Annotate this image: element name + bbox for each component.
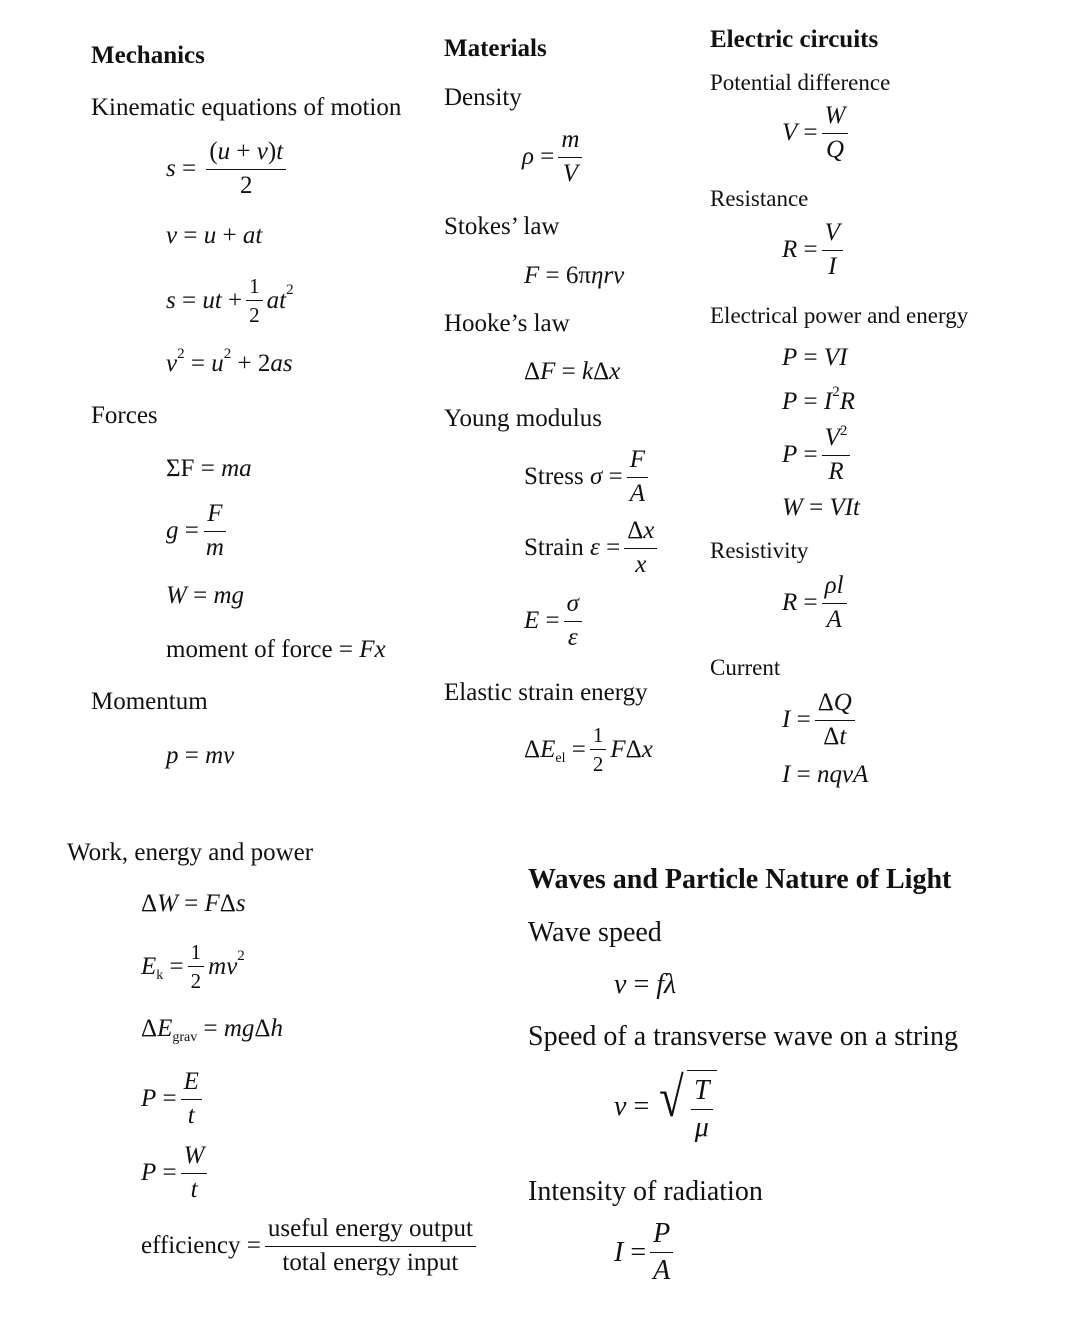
equation-young: E = $\frac{\sigma}{\varepsilon}$ [524,590,586,653]
current-label: Current [710,655,781,680]
equation-grav: Δ E grav = mg Δ h [141,1015,283,1045]
strain-text: Strain [524,534,584,562]
equation-p-et: P = $\frac{E}{t}$ [141,1068,206,1131]
hookes-label: Hooke’s law [444,310,570,337]
efficiency-numerator: useful energy output [265,1215,476,1247]
pd-label: Potential difference [710,70,891,95]
efficiency-denominator: total energy input [282,1248,459,1276]
equation-sum-f: ΣF = ma [166,455,252,482]
materials-heading: Materials [444,35,547,62]
equation-resistivity: R = $\frac{\rho l}{A}$ [782,572,851,635]
forces-label: Forces [91,402,158,429]
equation-p-wt: P = $\frac{W}{t}$ [141,1142,211,1205]
kinematic-label: Kinematic equations of motion [91,94,402,121]
efficiency-text: efficiency [141,1232,241,1260]
density-label: Density [444,84,522,111]
resistivity-label: Resistivity [710,538,809,563]
equation-work: Δ W = F Δ s [141,890,246,917]
equation-string-speed: v = √ $\frac{T}{\mu}$ [614,1070,717,1144]
equation-current: I = $\frac{\Delta Q}{\Delta t}$ [782,689,859,752]
intensity-label: Intensity of radiation [528,1176,763,1207]
equation-s-average: s = $\frac{(u + v)t}{2}$ [166,138,290,201]
equation-strain: Strain ε = $\frac{\Delta x}{x}$ [524,517,661,580]
equation-intensity: I = $\frac{P}{A}$ [614,1218,677,1287]
equation-v-squared: v 2 = u 2 + 2 as [166,345,293,377]
equation-wave-speed: v = fλ [614,969,677,1000]
equation-kinetic: E k = $\frac{1}{2}$ mv 2 [141,940,245,994]
equation-p-v2r: P = $\frac{V^2}{R}$ [782,424,854,487]
stress-text: Stress [524,463,584,491]
stokes-label: Stokes’ law [444,213,560,240]
circuits-heading: Electric circuits [710,26,879,53]
elastic-label: Elastic strain energy [444,679,648,706]
work-heading: Work, energy and power [67,839,314,866]
equation-w-vit: W = VIt [782,494,860,521]
equation-g: g = $\frac{F}{m}$ [166,500,224,561]
equation-w-mg: W = mg [166,582,244,609]
mechanics-heading: Mechanics [91,42,205,69]
moment-text: moment of force [166,636,333,663]
equation-p-mv: p = mv [166,742,235,769]
resistance-label: Resistance [710,186,809,211]
momentum-label: Momentum [91,688,208,715]
equation-stress: Stress σ = $\frac{F}{A}$ [524,446,652,509]
equation-s-ut: s = ut + $\frac{1}{2}$ at 2 [166,274,294,328]
young-label: Young modulus [444,405,602,432]
waves-heading: Waves and Particle Nature of Light [528,864,952,895]
string-label: Speed of a transverse wave on a string [528,1021,958,1052]
equation-i-nqva: I = nqvA [782,761,869,788]
equation-p-vi: P = VI [782,344,848,371]
equation-resistance: R = $\frac{V}{I}$ [782,219,847,282]
moment-rhs: Fx [359,636,386,663]
wave-speed-label: Wave speed [528,917,662,948]
power-label: Electrical power and energy [710,303,969,328]
equation-hookes: Δ F = k Δ x [524,358,621,385]
equation-moment: moment of force = Fx [166,636,386,663]
equation-stokes: F = 6π ηrv [524,262,625,289]
equation-elastic: Δ E el = $\frac{1}{2}$ F Δ x [524,723,653,777]
equation-pd: V = $\frac{W}{Q}$ [782,102,852,165]
equation-density: ρ = $\frac{m}{V}$ [522,126,586,189]
equation-p-i2r: P = I 2 R [782,383,855,415]
equation-v-u-at: v = u + at [166,222,263,249]
equation-efficiency: efficiency = $\frac{\text{useful energy output}}{\text{total energy input}}$ [141,1215,480,1278]
